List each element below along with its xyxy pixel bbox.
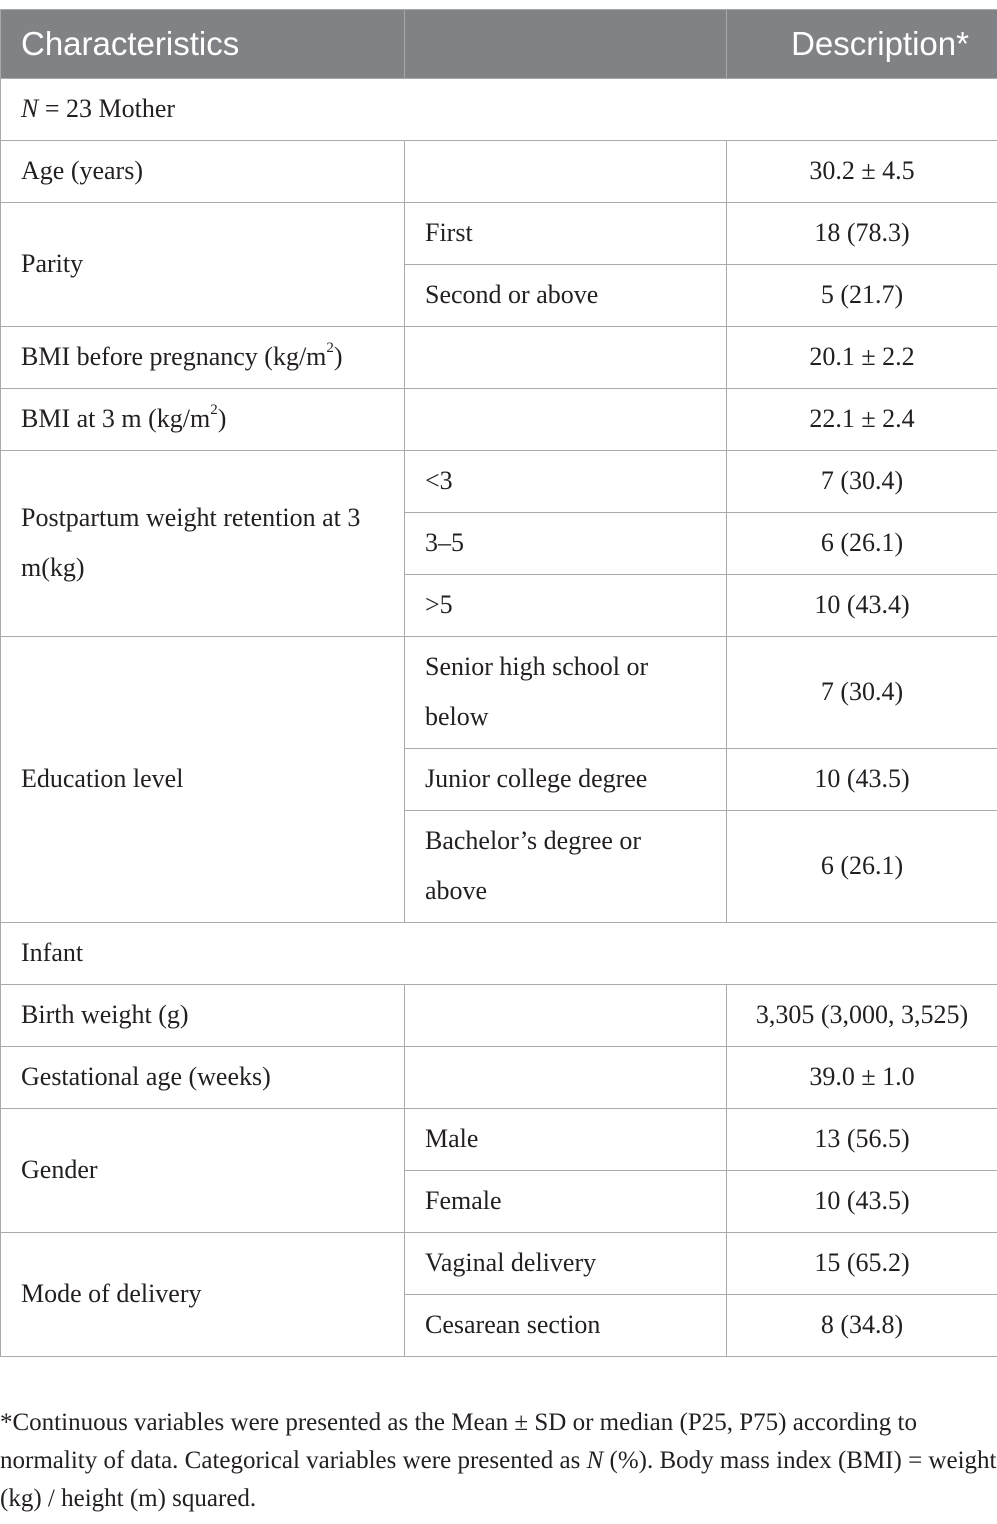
row-label-age: Age (years) — [1, 141, 405, 203]
table-row — [1, 637, 997, 749]
row-value: 5 (21.7) — [727, 265, 997, 327]
row-sub-blank — [405, 985, 727, 1047]
table-footnote — [0, 1404, 997, 1518]
row-label-gestational-age: Gestational age (weeks) — [1, 1047, 405, 1109]
table-row — [1, 203, 997, 265]
row-label-education: Education level — [1, 637, 405, 923]
bmi-3m-text: BMI at 3 m (kg/m — [21, 404, 211, 433]
row-sub-label: Cesarean section — [405, 1295, 727, 1357]
footnote-part1: *Continuous variables were presented as the Mean ± SD or median (P25, P75) according to normality of data. Categorical variables were presented as — [0, 1409, 917, 1474]
table-row — [1, 389, 997, 451]
row-value: 7 (30.4) — [727, 451, 997, 513]
row-sub-label: Senior high school or below — [405, 637, 727, 749]
row-sub-label: First — [405, 203, 727, 265]
footnote-n-italic: N — [586, 1447, 604, 1474]
row-label-gender: Gender — [1, 1109, 405, 1233]
row-value: 6 (26.1) — [727, 513, 997, 575]
row-value-birth-weight: 3,305 (3,000, 3,525) — [727, 985, 997, 1047]
row-value-age: 30.2 ± 4.5 — [727, 141, 997, 203]
row-value: 6 (26.1) — [727, 811, 997, 923]
row-sub-label: 3–5 — [405, 513, 727, 575]
mother-label: = 23 Mother — [38, 94, 176, 123]
row-value: 13 (56.5) — [727, 1109, 997, 1171]
row-label-birth-weight: Birth weight (g) — [1, 985, 405, 1047]
table-row — [1, 1233, 997, 1295]
section-row-mother — [1, 79, 997, 141]
row-value-bmi-3m: 22.1 ± 2.4 — [727, 389, 997, 451]
row-sub-blank — [405, 389, 727, 451]
section-infant: Infant — [1, 923, 997, 985]
table-row — [1, 985, 997, 1047]
section-row-infant — [1, 923, 997, 985]
header-row — [1, 10, 997, 79]
row-sub-blank — [405, 1047, 727, 1109]
row-value-gestational-age: 39.0 ± 1.0 — [727, 1047, 997, 1109]
row-label-bmi-before — [1, 327, 405, 389]
row-label-parity: Parity — [1, 203, 405, 327]
bmi-before-text: BMI before pregnancy (kg/m — [21, 342, 327, 371]
row-sub-label: Junior college degree — [405, 749, 727, 811]
section-mother — [1, 79, 997, 141]
row-value: 10 (43.4) — [727, 575, 997, 637]
row-sub-blank — [405, 327, 727, 389]
bmi-before-close: ) — [333, 342, 343, 371]
table-row — [1, 327, 997, 389]
n-italic: N — [21, 94, 39, 123]
row-sub-label: Male — [405, 1109, 727, 1171]
header-blank — [405, 10, 727, 79]
row-sub-label: >5 — [405, 575, 727, 637]
row-label-delivery: Mode of delivery — [1, 1233, 405, 1357]
row-value-bmi-before: 20.1 ± 2.2 — [727, 327, 997, 389]
row-value: 15 (65.2) — [727, 1233, 997, 1295]
row-value: 10 (43.5) — [727, 1171, 997, 1233]
row-sub-label: Female — [405, 1171, 727, 1233]
footnote-part2: (%). Body mass index (BMI) = weight (kg) / height (m) squared. — [0, 1447, 997, 1512]
table-row — [1, 141, 997, 203]
row-sub-label: Second or above — [405, 265, 727, 327]
row-sub-label: <3 — [405, 451, 727, 513]
superscript: 2 — [210, 402, 218, 419]
row-sub-blank — [405, 141, 727, 203]
row-value: 18 (78.3) — [727, 203, 997, 265]
row-label-pwr: Postpartum weight retention at 3 m(kg) — [1, 451, 405, 637]
table-row — [1, 451, 997, 513]
bmi-3m-close: ) — [217, 404, 227, 433]
superscript: 2 — [326, 340, 334, 357]
table-row — [1, 1047, 997, 1109]
row-value: 10 (43.5) — [727, 749, 997, 811]
row-value: 7 (30.4) — [727, 637, 997, 749]
row-sub-label: Vaginal delivery — [405, 1233, 727, 1295]
table-row — [1, 1109, 997, 1171]
row-value: 8 (34.8) — [727, 1295, 997, 1357]
header-description: Description* — [727, 10, 997, 79]
row-label-bmi-3m — [1, 389, 405, 451]
characteristics-table — [0, 9, 997, 1357]
row-sub-label: Bachelor’s degree or above — [405, 811, 727, 923]
header-characteristics: Characteristics — [1, 10, 405, 79]
